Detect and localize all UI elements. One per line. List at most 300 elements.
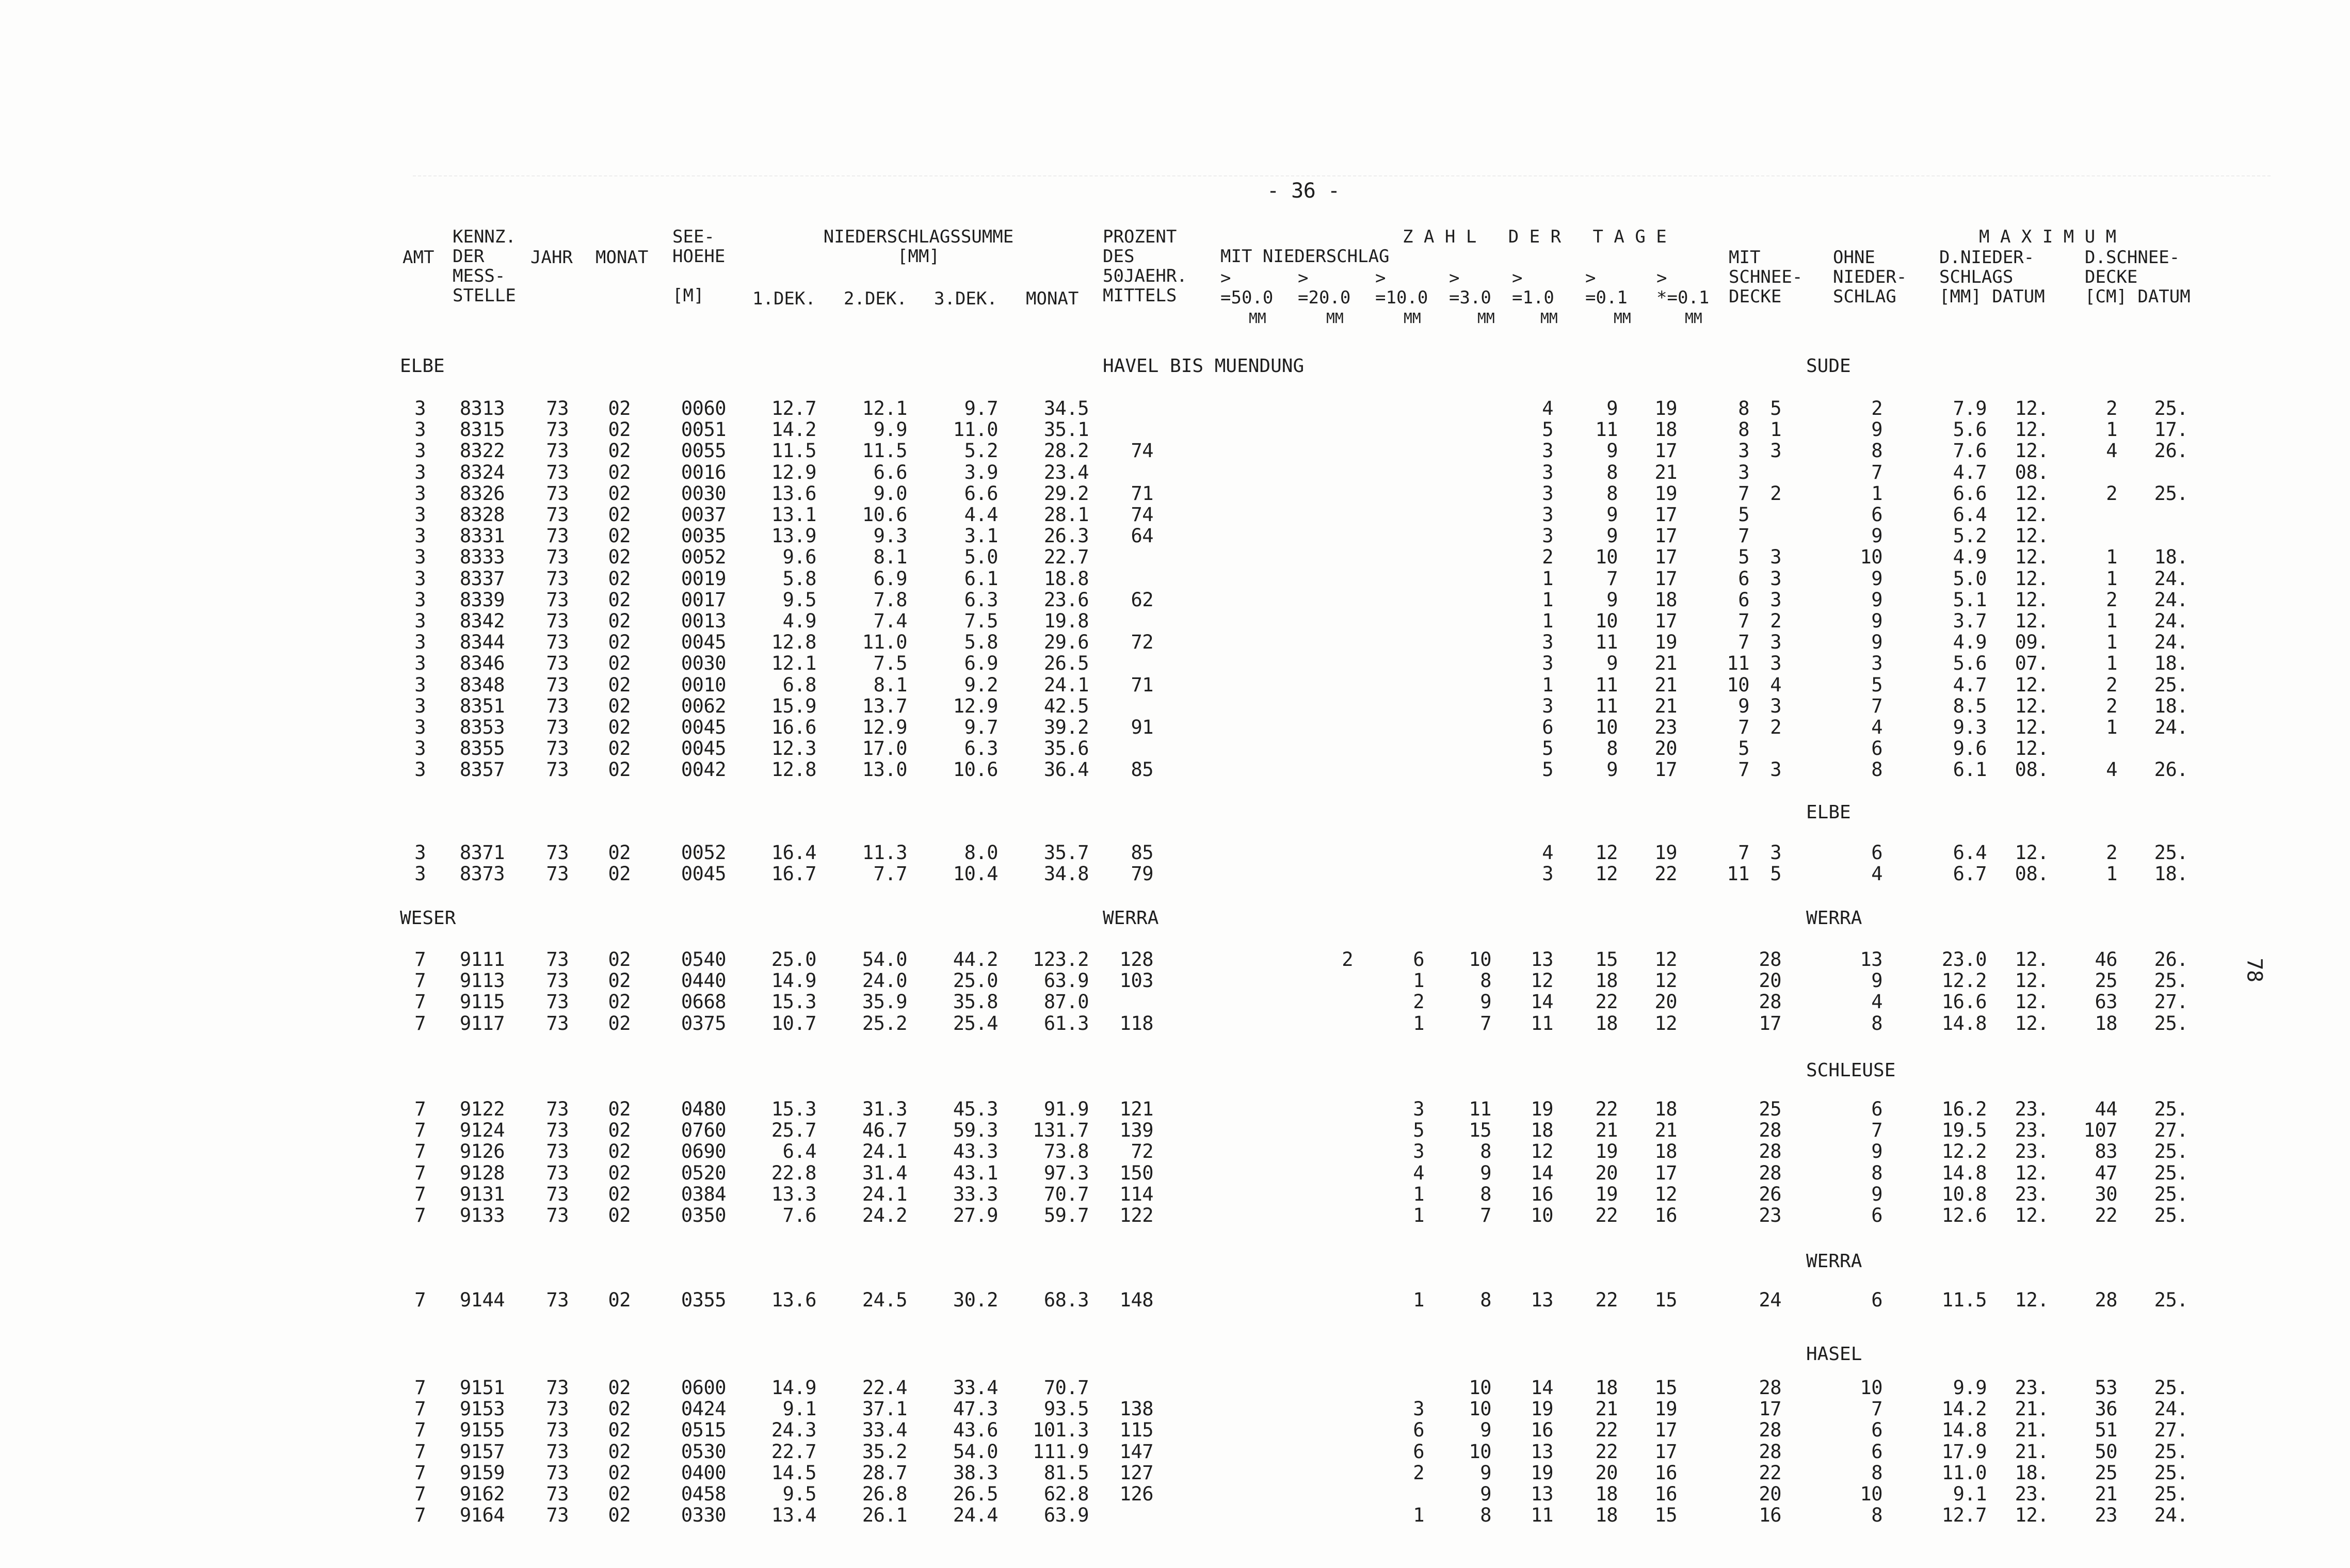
section-subbasin: SUDE (1806, 355, 1851, 377)
table-cell-g10: 9 (1480, 1483, 1491, 1505)
table-cell-proz: 64 (1131, 525, 1153, 547)
table-cell-jahr: 73 (546, 418, 569, 441)
table-cell-hoehe: 0016 (681, 461, 726, 483)
table-cell-g01: 19 (1654, 482, 1677, 505)
table-cell-g10: 9 (1480, 991, 1491, 1013)
table-cell-g01: 16 (1654, 1483, 1677, 1505)
table-cell-d2: 8.1 (873, 673, 907, 696)
table-cell-d2: 6.6 (873, 461, 907, 483)
table-cell-kennz: 8326 (459, 482, 505, 505)
table-cell-d2: 11.0 (862, 631, 907, 654)
table-cell-maxn: 19.5 (1941, 1119, 1987, 1142)
table-cell-g01: 17 (1654, 610, 1677, 632)
table-cell-ohne: 8 (1871, 758, 1882, 781)
table-cell-datn: 23. (2015, 1183, 2049, 1205)
table-cell-jahr: 73 (546, 440, 569, 462)
table-cell-proz: 147 (1119, 1440, 1153, 1463)
table-cell-ohne: 13 (1860, 948, 1882, 971)
table-cell-d3: 6.9 (964, 652, 998, 675)
table-cell-hoehe: 0042 (681, 758, 726, 781)
table-cell-datn: 23. (2015, 1140, 2049, 1163)
section-subbasin: SCHLEUSE (1806, 1060, 1896, 1081)
table-cell-monat: 02 (608, 397, 631, 419)
table-cell-d2: 13.7 (862, 694, 907, 717)
table-cell-kennz: 8346 (459, 652, 505, 675)
table-cell-hoehe: 0037 (681, 504, 726, 526)
table-cell-g01: 20 (1654, 737, 1677, 760)
header-threshold-unit-4: MM (1540, 310, 1558, 327)
table-cell-maxn: 14.2 (1941, 1398, 1987, 1420)
table-cell-g10: 10 (1469, 1398, 1491, 1420)
table-cell-d3: 25.0 (953, 969, 998, 992)
table-cell-s01: 7 (1738, 842, 1749, 864)
table-cell-maxn: 8.5 (1953, 694, 1987, 717)
table-cell-g20: 3 (1413, 1398, 1424, 1420)
table-cell-ohne: 10 (1860, 1483, 1882, 1505)
table-cell-g3: 19 (1531, 1098, 1553, 1120)
header-mit-niederschlag: MIT NIEDERSCHLAG (1220, 246, 1390, 267)
table-cell-d1: 12.1 (771, 652, 816, 675)
table-cell-maxs: 2 (2106, 588, 2117, 611)
table-cell-dats: 26. (2154, 440, 2188, 462)
table-cell-kennz: 8351 (459, 694, 505, 717)
table-cell-proz: 103 (1119, 969, 1153, 992)
table-cell-maxs: 22 (2095, 1204, 2117, 1226)
section-subbasin: HASEL (1806, 1344, 1862, 1365)
table-cell-maxn: 5.0 (1953, 567, 1987, 590)
table-cell-ohne: 9 (1871, 567, 1882, 590)
table-cell-schnee: 3 (1770, 546, 1781, 569)
header-amt: AMT (403, 247, 434, 268)
table-cell-s01: 5 (1738, 546, 1749, 569)
table-cell-g1: 9 (1606, 652, 1618, 675)
table-cell-dats: 24. (2154, 567, 2188, 590)
table-cell-dats: 26. (2154, 948, 2188, 971)
table-cell-g3: 5 (1542, 418, 1553, 441)
table-cell-d2: 9.9 (873, 418, 907, 441)
table-cell-sum: 36.4 (1043, 758, 1089, 781)
table-cell-datn: 12. (2015, 948, 2049, 971)
table-cell-sum: 87.0 (1043, 991, 1089, 1013)
table-cell-monat: 02 (608, 1440, 631, 1463)
table-cell-dats: 25. (2154, 842, 2188, 864)
table-cell-monat: 02 (608, 461, 631, 483)
table-cell-kennz: 8333 (459, 546, 505, 569)
table-cell-g3: 3 (1542, 863, 1553, 885)
table-cell-d1: 14.9 (771, 1377, 816, 1399)
table-cell-schnee: 28 (1759, 1140, 1781, 1163)
table-cell-d1: 25.0 (771, 948, 816, 971)
table-cell-sum: 93.5 (1043, 1398, 1089, 1420)
table-cell-jahr: 73 (546, 546, 569, 569)
table-cell-maxs: 1 (2106, 716, 2117, 738)
table-cell-s01: 3 (1738, 440, 1749, 462)
table-cell-d2: 10.6 (862, 504, 907, 526)
table-cell-d1: 9.6 (782, 546, 816, 569)
table-cell-hoehe: 0045 (681, 631, 726, 654)
table-cell-kennz: 8328 (459, 504, 505, 526)
table-cell-g3: 3 (1542, 631, 1553, 654)
table-cell-schnee: 4 (1770, 673, 1781, 696)
table-cell-d1: 14.9 (771, 969, 816, 992)
table-cell-jahr: 73 (546, 1183, 569, 1205)
table-cell-maxn: 6.6 (1953, 482, 1987, 505)
table-cell-g01: 22 (1654, 863, 1677, 885)
table-cell-g01: 17 (1654, 525, 1677, 547)
table-cell-amt: 3 (414, 610, 426, 632)
table-cell-schnee: 24 (1759, 1289, 1781, 1311)
table-cell-maxs: 50 (2095, 1440, 2117, 1463)
table-cell-amt: 3 (414, 758, 426, 781)
table-cell-d3: 3.1 (964, 525, 998, 547)
table-cell-sum: 91.9 (1043, 1098, 1089, 1120)
table-cell-proz: 115 (1119, 1419, 1153, 1442)
table-cell-g20: 2 (1413, 1461, 1424, 1484)
table-cell-g3: 4 (1542, 397, 1553, 419)
table-cell-d2: 6.9 (873, 567, 907, 590)
table-cell-kennz: 8353 (459, 716, 505, 738)
table-cell-d2: 8.1 (873, 546, 907, 569)
table-cell-proz: 138 (1119, 1398, 1153, 1420)
table-cell-maxn: 9.9 (1953, 1377, 1987, 1399)
table-cell-hoehe: 0480 (681, 1098, 726, 1120)
table-cell-ohne: 9 (1871, 1140, 1882, 1163)
table-cell-sum: 35.1 (1043, 418, 1089, 441)
table-cell-maxn: 6.4 (1953, 504, 1987, 526)
table-cell-kennz: 8322 (459, 440, 505, 462)
table-cell-datn: 12. (2015, 1161, 2049, 1184)
table-cell-datn: 12. (2015, 610, 2049, 632)
table-cell-d1: 12.8 (771, 631, 816, 654)
table-cell-sum: 22.7 (1043, 546, 1089, 569)
table-cell-monat: 02 (608, 1140, 631, 1163)
table-cell-s01: 5 (1738, 737, 1749, 760)
table-cell-datn: 23. (2015, 1483, 2049, 1505)
table-cell-s01: 9 (1738, 694, 1749, 717)
table-cell-sum: 28.1 (1043, 504, 1089, 526)
table-cell-monat: 02 (608, 631, 631, 654)
table-cell-datn: 12. (2015, 842, 2049, 864)
table-cell-monat: 02 (608, 652, 631, 675)
table-cell-g3: 3 (1542, 440, 1553, 462)
table-cell-g20: 1 (1413, 1183, 1424, 1205)
table-cell-g1: 11 (1595, 631, 1618, 654)
header-threshold-5: > =0.1 (1585, 268, 1628, 308)
table-cell-maxn: 17.9 (1941, 1440, 1987, 1463)
table-cell-d3: 8.0 (964, 842, 998, 864)
table-cell-g01: 19 (1654, 397, 1677, 419)
table-cell-d1: 15.3 (771, 991, 816, 1013)
table-cell-g10: 10 (1469, 948, 1491, 971)
header-prozent: PROZENT DES 50JAEHR. MITTELS (1103, 227, 1187, 306)
table-cell-d2: 22.4 (862, 1377, 907, 1399)
table-cell-d2: 7.4 (873, 610, 907, 632)
table-cell-maxn: 23.0 (1941, 948, 1987, 971)
table-cell-g10: 7 (1480, 1012, 1491, 1034)
table-cell-g3: 10 (1531, 1204, 1553, 1226)
table-cell-d2: 24.1 (862, 1140, 907, 1163)
table-cell-dats: 25. (2154, 1440, 2188, 1463)
table-cell-kennz: 9124 (459, 1119, 505, 1142)
table-cell-d1: 13.3 (771, 1183, 816, 1205)
table-cell-kennz: 9126 (459, 1140, 505, 1163)
table-cell-schnee: 20 (1759, 969, 1781, 992)
table-cell-d1: 13.4 (771, 1504, 816, 1527)
table-cell-datn: 12. (2015, 482, 2049, 505)
table-cell-d1: 25.7 (771, 1119, 816, 1142)
table-cell-kennz: 8337 (459, 567, 505, 590)
table-cell-g20: 2 (1413, 991, 1424, 1013)
table-cell-g10: 9 (1480, 1419, 1491, 1442)
table-cell-maxs: 25 (2095, 969, 2117, 992)
table-cell-monat: 02 (608, 1483, 631, 1505)
table-cell-g1: 22 (1595, 1289, 1618, 1311)
table-cell-jahr: 73 (546, 737, 569, 760)
table-cell-g1: 11 (1595, 694, 1618, 717)
table-cell-ohne: 5 (1871, 673, 1882, 696)
table-cell-jahr: 73 (546, 842, 569, 864)
table-cell-monat: 02 (608, 546, 631, 569)
table-cell-maxn: 6.4 (1953, 842, 1987, 864)
table-cell-d3: 27.9 (953, 1204, 998, 1226)
table-cell-d1: 15.9 (771, 694, 816, 717)
table-cell-sum: 26.3 (1043, 525, 1089, 547)
table-cell-maxs: 1 (2106, 418, 2117, 441)
table-cell-proz: 150 (1119, 1161, 1153, 1184)
table-cell-amt: 7 (414, 1419, 426, 1442)
table-cell-g20: 6 (1413, 948, 1424, 971)
table-cell-maxn: 12.6 (1941, 1204, 1987, 1226)
table-cell-g3: 16 (1531, 1419, 1553, 1442)
table-cell-proz: 85 (1131, 758, 1153, 781)
table-cell-sum: 123.2 (1033, 948, 1089, 971)
table-cell-amt: 3 (414, 504, 426, 526)
table-cell-g1: 9 (1606, 525, 1618, 547)
table-cell-d1: 11.5 (771, 440, 816, 462)
table-cell-monat: 02 (608, 673, 631, 696)
table-cell-d3: 9.7 (964, 716, 998, 738)
table-cell-ohne: 7 (1871, 1398, 1882, 1420)
table-cell-kennz: 9115 (459, 991, 505, 1013)
table-cell-amt: 3 (414, 418, 426, 441)
table-cell-datn: 12. (2015, 1012, 2049, 1034)
table-cell-sum: 63.9 (1043, 1504, 1089, 1527)
section-basin: HAVEL BIS MUENDUNG (1103, 355, 1305, 377)
table-cell-g3: 11 (1531, 1012, 1553, 1034)
table-cell-amt: 7 (414, 1289, 426, 1311)
table-cell-kennz: 8315 (459, 418, 505, 441)
header-dek2: 2.DEK. (844, 288, 907, 309)
table-cell-g1: 9 (1606, 397, 1618, 419)
table-cell-ohne: 9 (1871, 588, 1882, 611)
table-cell-dats: 25. (2154, 1204, 2188, 1226)
table-cell-hoehe: 0520 (681, 1161, 726, 1184)
table-cell-datn: 18. (2015, 1461, 2049, 1484)
table-cell-d3: 10.4 (953, 863, 998, 885)
table-cell-jahr: 73 (546, 652, 569, 675)
table-cell-kennz: 8355 (459, 737, 505, 760)
table-cell-g20: 1 (1413, 1204, 1424, 1226)
table-cell-sum: 34.5 (1043, 397, 1089, 419)
table-cell-d2: 26.1 (862, 1504, 907, 1527)
table-cell-hoehe: 0440 (681, 969, 726, 992)
table-cell-sum: 42.5 (1043, 694, 1089, 717)
table-cell-kennz: 8324 (459, 461, 505, 483)
table-cell-monat: 02 (608, 737, 631, 760)
page-number: - 36 - (1267, 179, 1340, 203)
table-cell-hoehe: 0019 (681, 567, 726, 590)
table-cell-g3: 13 (1531, 1289, 1553, 1311)
table-cell-hoehe: 0045 (681, 716, 726, 738)
table-cell-maxn: 16.6 (1941, 991, 1987, 1013)
table-cell-d1: 13.6 (771, 482, 816, 505)
table-cell-maxs: 2 (2106, 397, 2117, 419)
table-cell-dats: 27. (2154, 1419, 2188, 1442)
table-cell-datn: 12. (2015, 1504, 2049, 1527)
table-cell-dats: 25. (2154, 1161, 2188, 1184)
header-jahr: JAHR (530, 247, 573, 268)
table-cell-maxn: 3.7 (1953, 610, 1987, 632)
table-cell-d3: 12.9 (953, 694, 998, 717)
header-niederschlagssumme: NIEDERSCHLAGSSUMME [MM] (823, 227, 1014, 267)
table-cell-schnee: 28 (1759, 1119, 1781, 1142)
table-cell-g3: 6 (1542, 716, 1553, 738)
table-cell-g01: 21 (1654, 673, 1677, 696)
table-cell-amt: 7 (414, 1440, 426, 1463)
table-cell-proz: 71 (1131, 482, 1153, 505)
table-cell-g3: 2 (1542, 546, 1553, 569)
table-cell-dats: 17. (2154, 418, 2188, 441)
table-cell-d3: 9.2 (964, 673, 998, 696)
table-cell-kennz: 9164 (459, 1504, 505, 1527)
table-cell-sum: 18.8 (1043, 567, 1089, 590)
table-cell-schnee: 28 (1759, 991, 1781, 1013)
table-cell-maxs: 1 (2106, 610, 2117, 632)
table-cell-amt: 3 (414, 440, 426, 462)
table-cell-d2: 54.0 (862, 948, 907, 971)
table-cell-d3: 3.9 (964, 461, 998, 483)
header-dek3: 3.DEK. (934, 288, 997, 309)
table-cell-amt: 3 (414, 482, 426, 505)
table-cell-amt: 7 (414, 1204, 426, 1226)
table-cell-datn: 12. (2015, 588, 2049, 611)
table-cell-d2: 24.2 (862, 1204, 907, 1226)
table-cell-sum: 61.3 (1043, 1012, 1089, 1034)
table-cell-maxs: 1 (2106, 631, 2117, 654)
table-cell-hoehe: 0013 (681, 610, 726, 632)
table-cell-ohne: 9 (1871, 610, 1882, 632)
table-cell-sum: 62.8 (1043, 1483, 1089, 1505)
table-cell-monat: 02 (608, 1504, 631, 1527)
table-cell-g01: 19 (1654, 631, 1677, 654)
table-cell-g20: 1 (1413, 969, 1424, 992)
table-cell-maxn: 12.2 (1941, 969, 1987, 992)
table-cell-jahr: 73 (546, 1461, 569, 1484)
table-cell-schnee: 16 (1759, 1504, 1781, 1527)
table-cell-d2: 35.9 (862, 991, 907, 1013)
header-mit-schneedecke: MIT SCHNEE- DECKE (1729, 247, 1803, 307)
table-cell-d3: 38.3 (953, 1461, 998, 1484)
table-cell-d2: 37.1 (862, 1398, 907, 1420)
table-cell-g1: 22 (1595, 1419, 1618, 1442)
table-cell-g3: 3 (1542, 694, 1553, 717)
table-cell-d1: 16.7 (771, 863, 816, 885)
table-cell-g3: 19 (1531, 1461, 1553, 1484)
table-cell-datn: 12. (2015, 546, 2049, 569)
table-cell-g01: 15 (1654, 1289, 1677, 1311)
table-cell-jahr: 73 (546, 397, 569, 419)
table-cell-kennz: 9157 (459, 1440, 505, 1463)
table-cell-g1: 19 (1595, 1140, 1618, 1163)
table-cell-maxs: 46 (2095, 948, 2117, 971)
table-cell-amt: 3 (414, 461, 426, 483)
table-cell-schnee: 2 (1770, 716, 1781, 738)
table-cell-datn: 12. (2015, 440, 2049, 462)
table-cell-maxs: 1 (2106, 567, 2117, 590)
table-cell-d1: 12.9 (771, 461, 816, 483)
table-cell-monat: 02 (608, 1183, 631, 1205)
table-cell-datn: 12. (2015, 969, 2049, 992)
table-cell-ohne: 2 (1871, 397, 1882, 419)
table-cell-datn: 21. (2015, 1440, 2049, 1463)
table-cell-hoehe: 0400 (681, 1461, 726, 1484)
table-cell-g20: 3 (1413, 1098, 1424, 1120)
table-cell-maxn: 14.8 (1941, 1419, 1987, 1442)
table-cell-maxs: 44 (2095, 1098, 2117, 1120)
table-cell-d1: 9.1 (782, 1398, 816, 1420)
table-cell-dats: 24. (2154, 588, 2188, 611)
table-cell-d3: 9.7 (964, 397, 998, 419)
table-cell-hoehe: 0060 (681, 397, 726, 419)
table-cell-g1: 21 (1595, 1119, 1618, 1142)
table-cell-hoehe: 0375 (681, 1012, 726, 1034)
table-cell-monat: 02 (608, 1461, 631, 1484)
table-cell-g20: 6 (1413, 1419, 1424, 1442)
table-cell-proz: 85 (1131, 842, 1153, 864)
table-cell-jahr: 73 (546, 1483, 569, 1505)
table-cell-g1: 9 (1606, 440, 1618, 462)
table-cell-schnee: 3 (1770, 758, 1781, 781)
table-cell-d3: 5.2 (964, 440, 998, 462)
table-cell-hoehe: 0540 (681, 948, 726, 971)
table-cell-schnee: 26 (1759, 1183, 1781, 1205)
table-cell-datn: 12. (2015, 525, 2049, 547)
table-cell-amt: 7 (414, 1161, 426, 1184)
table-cell-hoehe: 0045 (681, 737, 726, 760)
table-cell-monat: 02 (608, 842, 631, 864)
table-cell-s01: 11 (1727, 863, 1749, 885)
table-cell-maxn: 6.7 (1953, 863, 1987, 885)
table-cell-kennz: 8371 (459, 842, 505, 864)
table-cell-g1: 20 (1595, 1161, 1618, 1184)
table-cell-ohne: 9 (1871, 525, 1882, 547)
table-cell-monat: 02 (608, 1419, 631, 1442)
table-cell-jahr: 73 (546, 482, 569, 505)
table-cell-d1: 4.9 (782, 610, 816, 632)
table-cell-maxn: 5.2 (1953, 525, 1987, 547)
table-cell-dats: 25. (2154, 1140, 2188, 1163)
table-cell-amt: 7 (414, 1140, 426, 1163)
table-cell-amt: 7 (414, 1377, 426, 1399)
table-cell-kennz: 9153 (459, 1398, 505, 1420)
table-cell-kennz: 9162 (459, 1483, 505, 1505)
table-cell-datn: 07. (2015, 652, 2049, 675)
table-cell-g1: 21 (1595, 1398, 1618, 1420)
table-cell-g3: 5 (1542, 737, 1553, 760)
table-cell-g3: 14 (1531, 1161, 1553, 1184)
table-cell-hoehe: 0458 (681, 1483, 726, 1505)
table-cell-d3: 45.3 (953, 1098, 998, 1120)
